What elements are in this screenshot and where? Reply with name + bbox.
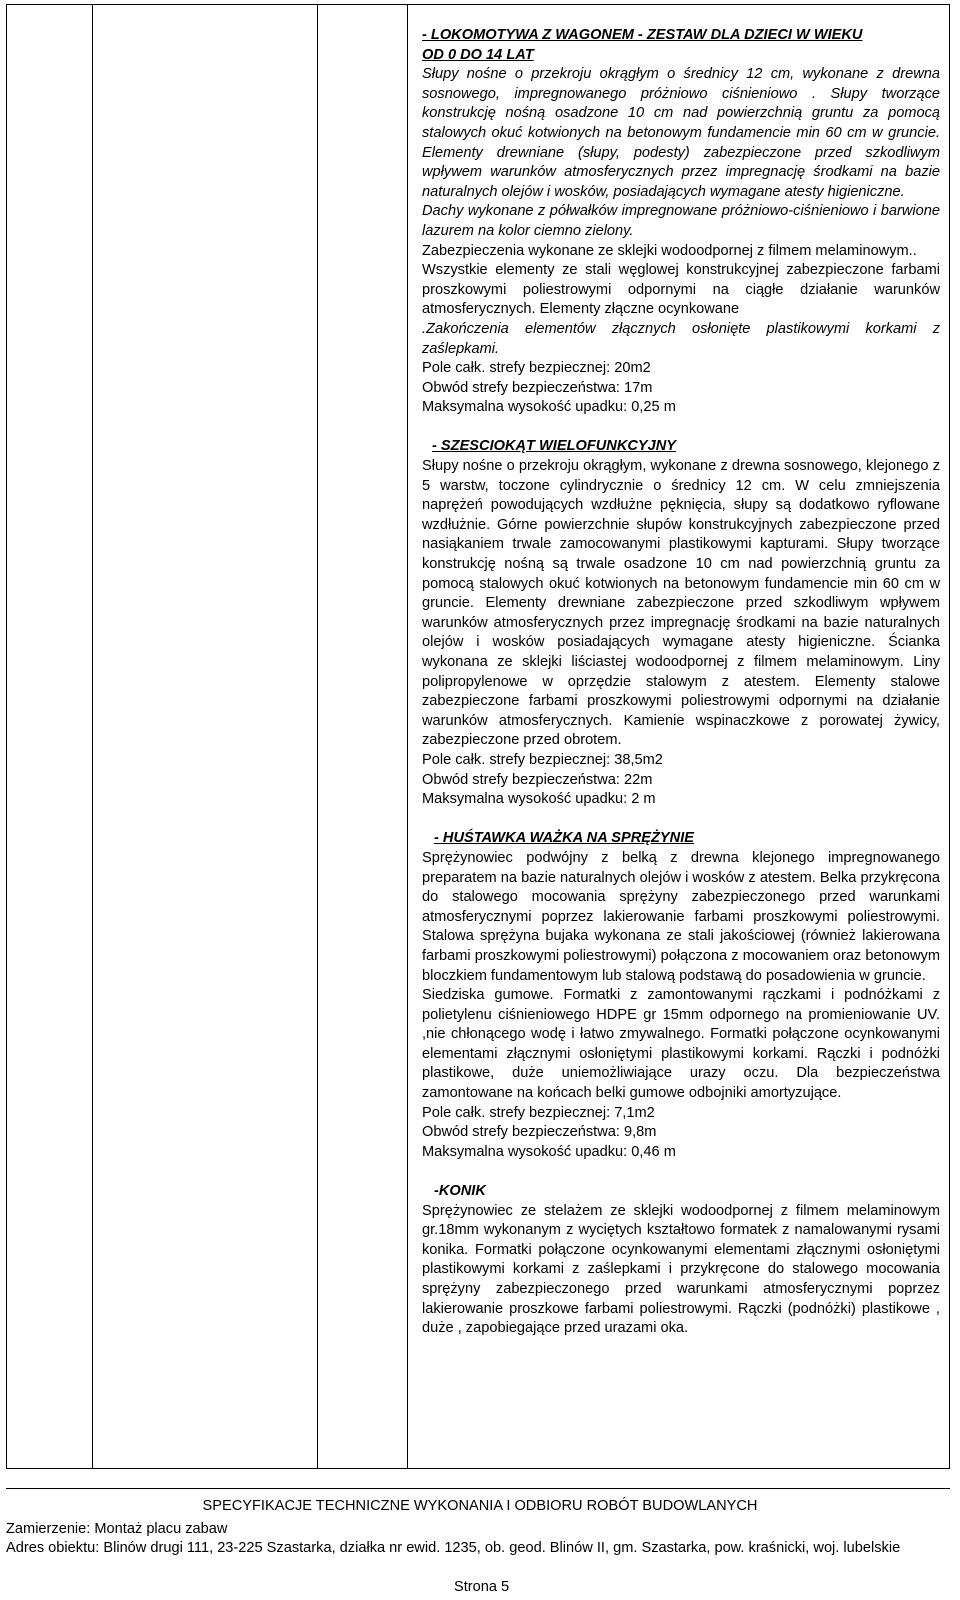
section-hustawka — [422, 829, 940, 1162]
paragraph: Siedziska gumowe. Formatki z zamontowanymi rączkami i podnóżkami z polietylenu ciśnieniowego HDPE gr 15mm odpornego na promieniowanie UV. ,nie chłonącego wodę i łatwo zmywalnego. Formatki połączone ocynkowanymi elementami złącznymi osłoniętymi plastikowymi korkami. Rączki i podnóżki plastikowe, duże uniemożliwiające urazy oczu. Dla bezpieczeństwa zamontowane na końcach belki gumowe odbojniki amortyzujące. — [422, 987, 940, 1102]
paragraph: Zabezpieczenia wykonane ze sklejki wodoodpornej z filmem melaminowym.. — [422, 242, 917, 259]
section-title: - SZESCIOKĄT WIELOFUNKCYJNY — [432, 438, 677, 455]
footer-project: Zamierzenie: Montaż placu zabaw — [6, 1521, 228, 1537]
table-column-divider — [407, 5, 408, 1468]
paragraph: Sprężynowiec podwójny z belką z drewna klejonego impregnowanego preparatem na bazie naturalnych olejów i wosków z atestem. Belka przykręcona do stalowego mocowania sprężyny zabezpieczonego przed warunkami atmosferycznymi poprzez lakierowanie farbami proszkowymi poliestrowymi. Stalowa sprężyna bujaka wykonana ze stali jakościowej (również lakierowana farbami proszkowymi poliestrowymi) połączona z mocowaniem oraz betonowym bloczkiem fundamentowym lub stalową podstawą do posadowienia w gruncie. — [422, 849, 940, 984]
section-title-continued: OD 0 DO 14 LAT — [422, 46, 534, 63]
table-column-divider — [92, 5, 93, 1468]
safety-area: Pole całk. strefy bezpiecznej: 7,1m2 — [422, 1104, 655, 1121]
safety-perimeter: Obwód strefy bezpieczeństwa: 22m — [422, 771, 653, 788]
max-fall-height: Maksymalna wysokość upadku: 2 m — [422, 791, 656, 808]
footer-address: Adres obiektu: Blinów drugi 111, 23-225 Szastarka, działka nr ewid. 1235, ob. geod. Blinów II, gm. Szastarka, pow. kraśnicki, woj. lubelskie — [6, 1540, 901, 1556]
paragraph: .Zakończenia elementów złącznych osłonięte plastikowymi korkami z zaślepkami. — [422, 320, 940, 357]
section-title: -KONIK — [434, 1183, 486, 1200]
section-lokomotywa — [422, 26, 940, 418]
max-fall-height: Maksymalna wysokość upadku: 0,25 m — [422, 399, 676, 416]
page-number: Strona 5 — [454, 1579, 510, 1595]
paragraph: Sprężynowiec ze stelażem ze sklejki wodoodpornej z filmem melaminowym gr.18mm wykonanym z wyciętych kształtowo formatek z namalowanymi rysami konika. Formatki połączone ocynkowanymi elementami złącznymi osłoniętymi plastikowymi korkami z zaślepkami i przykręcone do stalowego mocowania sprężyny zabezpieczonego przed warunkami atmosferycznymi poprzez lakierowanie proszkowe farbami poliestrowymi. Rączki (podnóżki) plastikowe , duże , zapobiegające przed urazami oka. — [422, 1202, 940, 1337]
section-title: - HUŚTAWKA WAŻKA NA SPRĘŻYNIE — [434, 830, 694, 847]
footer-title: SPECYFIKACJE TECHNICZNE WYKONANIA I ODBIORU ROBÓT BUDOWLANYCH — [202, 1498, 758, 1514]
section-title: - LOKOMOTYWA Z WAGONEM - ZESTAW DLA DZIECI W WIEKU — [422, 27, 863, 43]
safety-area: Pole całk. strefy bezpiecznej: 20m2 — [422, 360, 651, 377]
footer-divider — [6, 1488, 950, 1489]
paragraph: Dachy wykonane z półwałków impregnowane próżniowo-ciśnieniowo i barwione lazurem na kolor ciemno zielony. — [422, 203, 940, 239]
safety-perimeter: Obwód strefy bezpieczeństwa: 9,8m — [422, 1124, 657, 1141]
section-szesciokat — [422, 437, 940, 809]
paragraph: Słupy nośne o przekroju okrągłym, wykonane z drewna sosnowego, klejonego z 5 warstw, toczone cylindrycznie o średnicy 12 cm. W celu zmniejszenia naprężeń powodujących wzdłużne pęknięcia, słupy są dodatkowo ryflowane wzdłużnie. Górne powierzchnie słupów konstrukcyjnych zabezpieczone przed nasiąkaniem trwale zamocowanymi plastikowymi kapturami. Słupy tworzące konstrukcję nośną są trwale osadzone 10 cm nad powierzchnią gruntu za pomocą stalowych okuć kotwionych na betonowym fundamencie min 60 cm w gruncie. Elementy drewniane zabezpieczone przed szkodliwym wpływem warunków atmosferycznych przez impregnację środkami na bazie naturalnych olejów i wosków posiadających wymagane atesty higieniczne. Ścianka wykonana ze sklejki liściastej wodoodpornej z filmem melaminowym. Liny polipropylenowe w oprzędzie stalowym z atestem. Elementy stalowe zabezpieczone farbami proszkowymi poliestrowymi odpornymi na działanie warunków atmosferycznych. Kamienie wspinaczkowe z porowatej żywicy, zabezpieczone przed obrotem. — [422, 458, 940, 749]
safety-perimeter: Obwód strefy bezpieczeństwa: 17m — [422, 379, 653, 396]
paragraph: Wszystkie elementy ze stali węglowej konstrukcyjnej zabezpieczone farbami proszkowymi poliestrowymi odpornymi na ciągłe działanie warunków atmosferycznych. Elementy złączne ocynkowane — [422, 262, 940, 318]
paragraph: Słupy nośne o przekroju okrągłym o średnicy 12 cm, wykonane z drewna sosnowego, impregnowanego próżniowo ciśnieniowo . Słupy tworzące konstrukcję nośną osadzone 10 cm nad powierzchnią gruntu za pomocą stalowych okuć kotwionych na betonowym fundamencie min 60 cm w gruncie. Elementy drewniane (słupy, podesty) zabezpieczone przed szkodliwym wpływem warunków atmosferycznych przez impregnację środkami na bazie naturalnych olejów i wosków, posiadających wymagane atesty higieniczne. — [422, 66, 940, 200]
section-konik — [422, 1182, 940, 1339]
table-column-divider — [317, 5, 318, 1468]
max-fall-height: Maksymalna wysokość upadku: 0,46 m — [422, 1143, 676, 1160]
safety-area: Pole całk. strefy bezpiecznej: 38,5m2 — [422, 751, 663, 768]
specification-text — [422, 26, 940, 1339]
